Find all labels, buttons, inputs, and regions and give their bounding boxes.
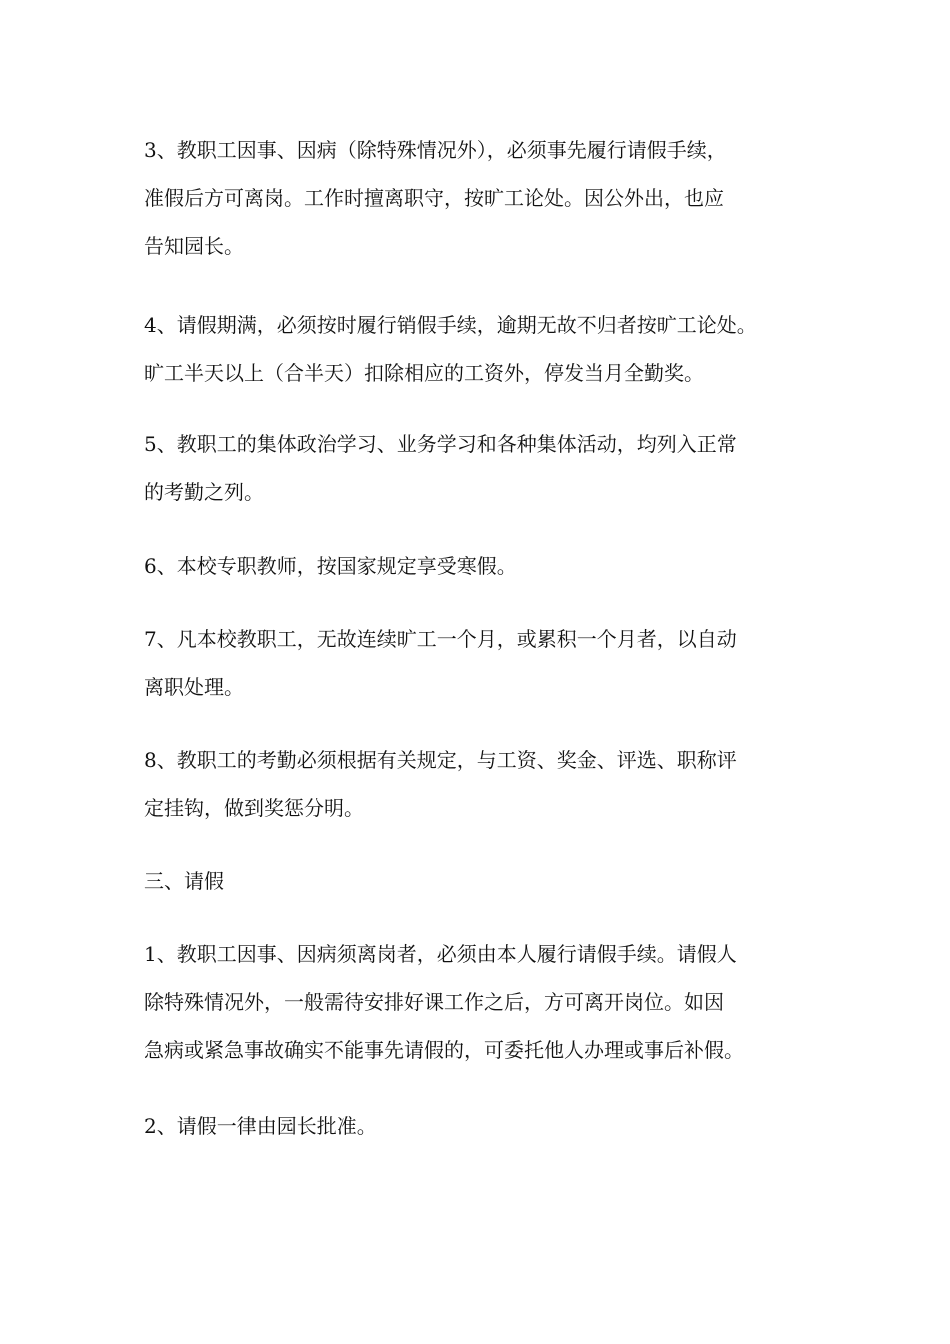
text-line: 7、凡本校教职工，无故连续旷工一个月，或累积一个月者，以自动	[144, 627, 737, 651]
text-line: 旷工半天以上（合半天）扣除相应的工资外，停发当月全勤奖。	[144, 361, 704, 385]
text-line: 2、请假一律由园长批准。	[144, 1114, 377, 1138]
text-line: 3、教职工因事、因病（除特殊情况外），必须事先履行请假手续，	[144, 138, 727, 162]
paragraph-3	[144, 126, 824, 270]
section-heading: 三、请假	[144, 869, 224, 893]
paragraph-7	[144, 615, 824, 711]
paragraph-6	[144, 542, 824, 590]
text-line: 6、本校专职教师，按国家规定享受寒假。	[144, 554, 517, 578]
text-line: 告知园长。	[144, 234, 244, 258]
text-line: 8、教职工的考勤必须根据有关规定，与工资、奖金、评选、职称评	[144, 748, 737, 772]
text-line: 定挂钩，做到奖惩分明。	[144, 796, 364, 820]
text-line: 准假后方可离岗。工作时擅离职守，按旷工论处。因公外出，也应	[144, 186, 724, 210]
text-line: 急病或紧急事故确实不能事先请假的，可委托他人办理或事后补假。	[144, 1038, 744, 1062]
paragraph-5	[144, 420, 824, 516]
leave-paragraph-2	[144, 1102, 824, 1150]
text-line: 除特殊情况外，一般需待安排好课工作之后，方可离开岗位。如因	[144, 990, 724, 1014]
paragraph-4	[144, 301, 824, 397]
text-line: 的考勤之列。	[144, 480, 264, 504]
text-line: 5、教职工的集体政治学习、业务学习和各种集体活动，均列入正常	[144, 432, 737, 456]
leave-paragraph-1	[144, 930, 824, 1074]
section-heading-leave	[144, 857, 824, 905]
text-line: 1、教职工因事、因病须离岗者，必须由本人履行请假手续。请假人	[144, 942, 737, 966]
paragraph-8	[144, 736, 824, 832]
text-line: 4、请假期满，必须按时履行销假手续，逾期无故不归者按旷工论处。	[144, 313, 757, 337]
text-line: 离职处理。	[144, 675, 244, 699]
